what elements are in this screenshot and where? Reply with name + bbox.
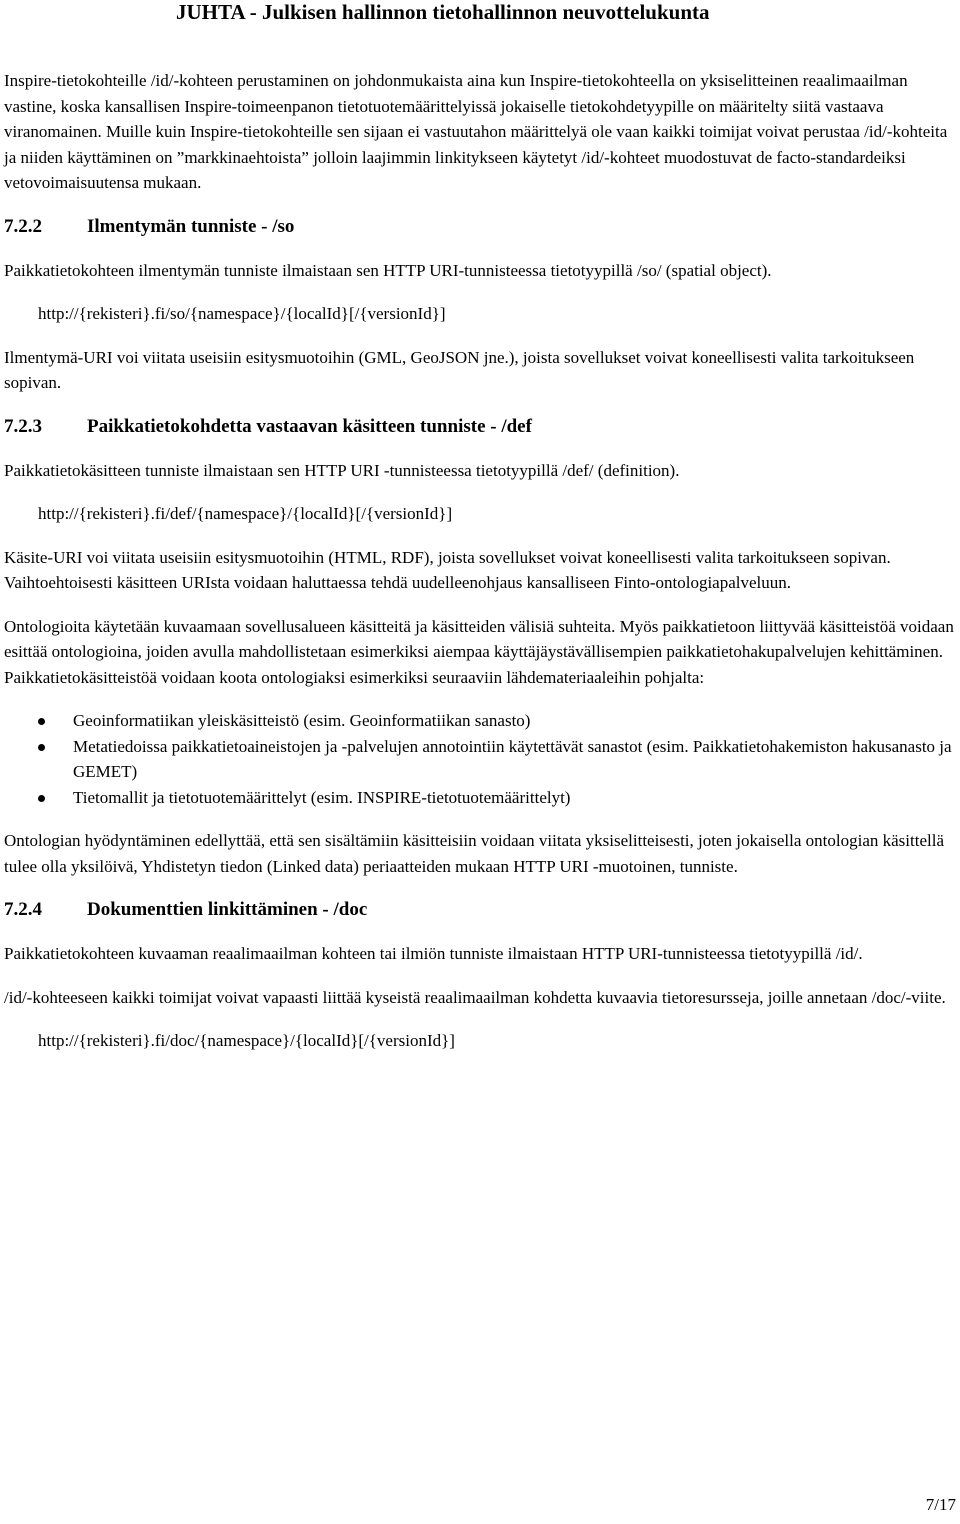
section-number: 7.2.4 — [4, 899, 42, 920]
list-item: Geoinformatiikan yleiskäsitteistö (esim. Geoinformatiikan sanasto) — [4, 708, 956, 734]
paragraph-so-formats: Ilmentymä-URI voi viitata useisiin esitysmuotoihin (GML, GeoJSON jne.), joista sovellukset voivat koneellisesti valita tarkoitukseen sopivan. — [4, 347, 915, 392]
paragraph-ontologies: Ontologioita käytetään kuvaamaan sovellusalueen käsitteitä ja käsitteiden välisiä suhteita. Myös paikkatietoon liittyvää käsitteistöä voidaan esittää ontologioina, joiden avulla mahdollistetaan esimerkiksi aiempaa käyttäjäystävällisempien paikkatietohakupalvelujen kehittäminen. Paikkatietokäsitteistöä voidaan koota ontologiaksi esimerkiksi seuraaviin lähdemateriaaleihin pohjalta: — [4, 616, 954, 687]
bullet-icon — [38, 795, 45, 802]
bullet-icon — [38, 718, 45, 725]
section-number: 7.2.2 — [4, 215, 42, 237]
paragraph-ontology-uri: Ontologian hyödyntäminen edellyttää, että sen sisältämiin käsitteisiin voidaan viitata yksiselitteisesti, joten jokaisella ontologian käsittellä tulee olla yksilöivä, Yhdistetyn tiedon (Linked data) periaatteiden mukaan HTTP URI -muotoinen, tunniste. — [4, 831, 944, 876]
list-item: Tietomallit ja tietotuotemäärittelyt (esim. INSPIRE-tietotuotemäärittelyt) — [4, 785, 956, 811]
section-heading-7-2-3 — [4, 414, 956, 440]
uri-pattern-so: http://{rekisteri}.fi/so/{namespace}/{localId}[/{versionId}] — [38, 304, 446, 323]
document-body — [4, 68, 956, 1072]
section-title: Ilmentymän tunniste - /so — [87, 215, 295, 237]
section-title: Paikkatietokohdetta vastaavan käsitteen tunniste - /def — [87, 415, 532, 437]
paragraph-so-definition: Paikkatietokohteen ilmentymän tunniste ilmaistaan sen HTTP URI-tunnisteessa tietotyypillä /so/ (spatial object). — [4, 260, 772, 280]
list-item: Metatiedoissa paikkatietoaineistojen ja -palvelujen annotointiin käytettävät sanastot (esim. Paikkatietohakemiston hakusanasto ja GEMET) — [4, 734, 956, 785]
section-title: Dokumenttien linkittäminen - /doc — [87, 899, 368, 920]
paragraph-def-formats: Käsite-URI voi viitata useisiin esitysmuotoihin (HTML, RDF), joista sovellukset voivat koneellisesti valita tarkoitukseen sopivan. Vaihtoehtoisesti käsitteen URIsta voidaan haluttaessa tehdä uudelleenohjaus kansalliseen Finto-ontologiapalveluun. — [4, 547, 891, 592]
paragraph-inspire-id: Inspire-tietokohteille /id/-kohteen perustaminen on johdonmukaista aina kun Inspire-tietokohteella on yksiselitteinen reaalimaailman vastine, koska kansallisen Inspire-toimeenpanon tietotuotemäärittelyissä jokaiselle tietokohdetyypille on määritelty siitä vastaava viranomainen. Muille kuin Inspire-tietokohteille sen sijaan ei vastuutahon määrittelyä ole vaan kaikki toimijat voivat perustaa /id/-kohteita ja niiden käyttäminen on ”markkinaehtoista” jolloin laajimmin linkitykseen käytetyt /id/-kohteet muodostuvat de facto-standardeiksi vetovoimaisuutensa mukaan. — [4, 71, 948, 192]
bullet-icon — [38, 744, 45, 751]
section-number: 7.2.3 — [4, 415, 42, 437]
page-header: JUHTA - Julkisen hallinnon tietohallinnon neuvottelukunta — [176, 0, 710, 24]
uri-pattern-doc: http://{rekisteri}.fi/doc/{namespace}/{localId}[/{versionId}] — [38, 1031, 455, 1050]
section-heading-7-2-2 — [4, 214, 956, 240]
paragraph-doc-id: Paikkatietokohteen kuvaaman reaalimaailman kohteen tai ilmiön tunniste ilmaistaan HTTP URI-tunnisteessa tietotyypillä /id/. — [4, 944, 863, 963]
paragraph-doc-link: /id/-kohteeseen kaikki toimijat voivat vapaasti liittää kyseistä reaalimaailman kohdetta kuvaavia tietoresursseja, joille annetaan /doc/-viite. — [4, 987, 946, 1007]
source-material-list — [4, 708, 956, 810]
page-number: 7/17 — [925, 1495, 956, 1514]
uri-pattern-def: http://{rekisteri}.fi/def/{namespace}/{localId}[/{versionId}] — [38, 504, 453, 523]
paragraph-def-definition: Paikkatietokäsitteen tunniste ilmaistaan sen HTTP URI -tunnisteessa tietotyypillä /def/ (definition). — [4, 460, 680, 480]
section-heading-7-2-4 — [4, 897, 956, 923]
